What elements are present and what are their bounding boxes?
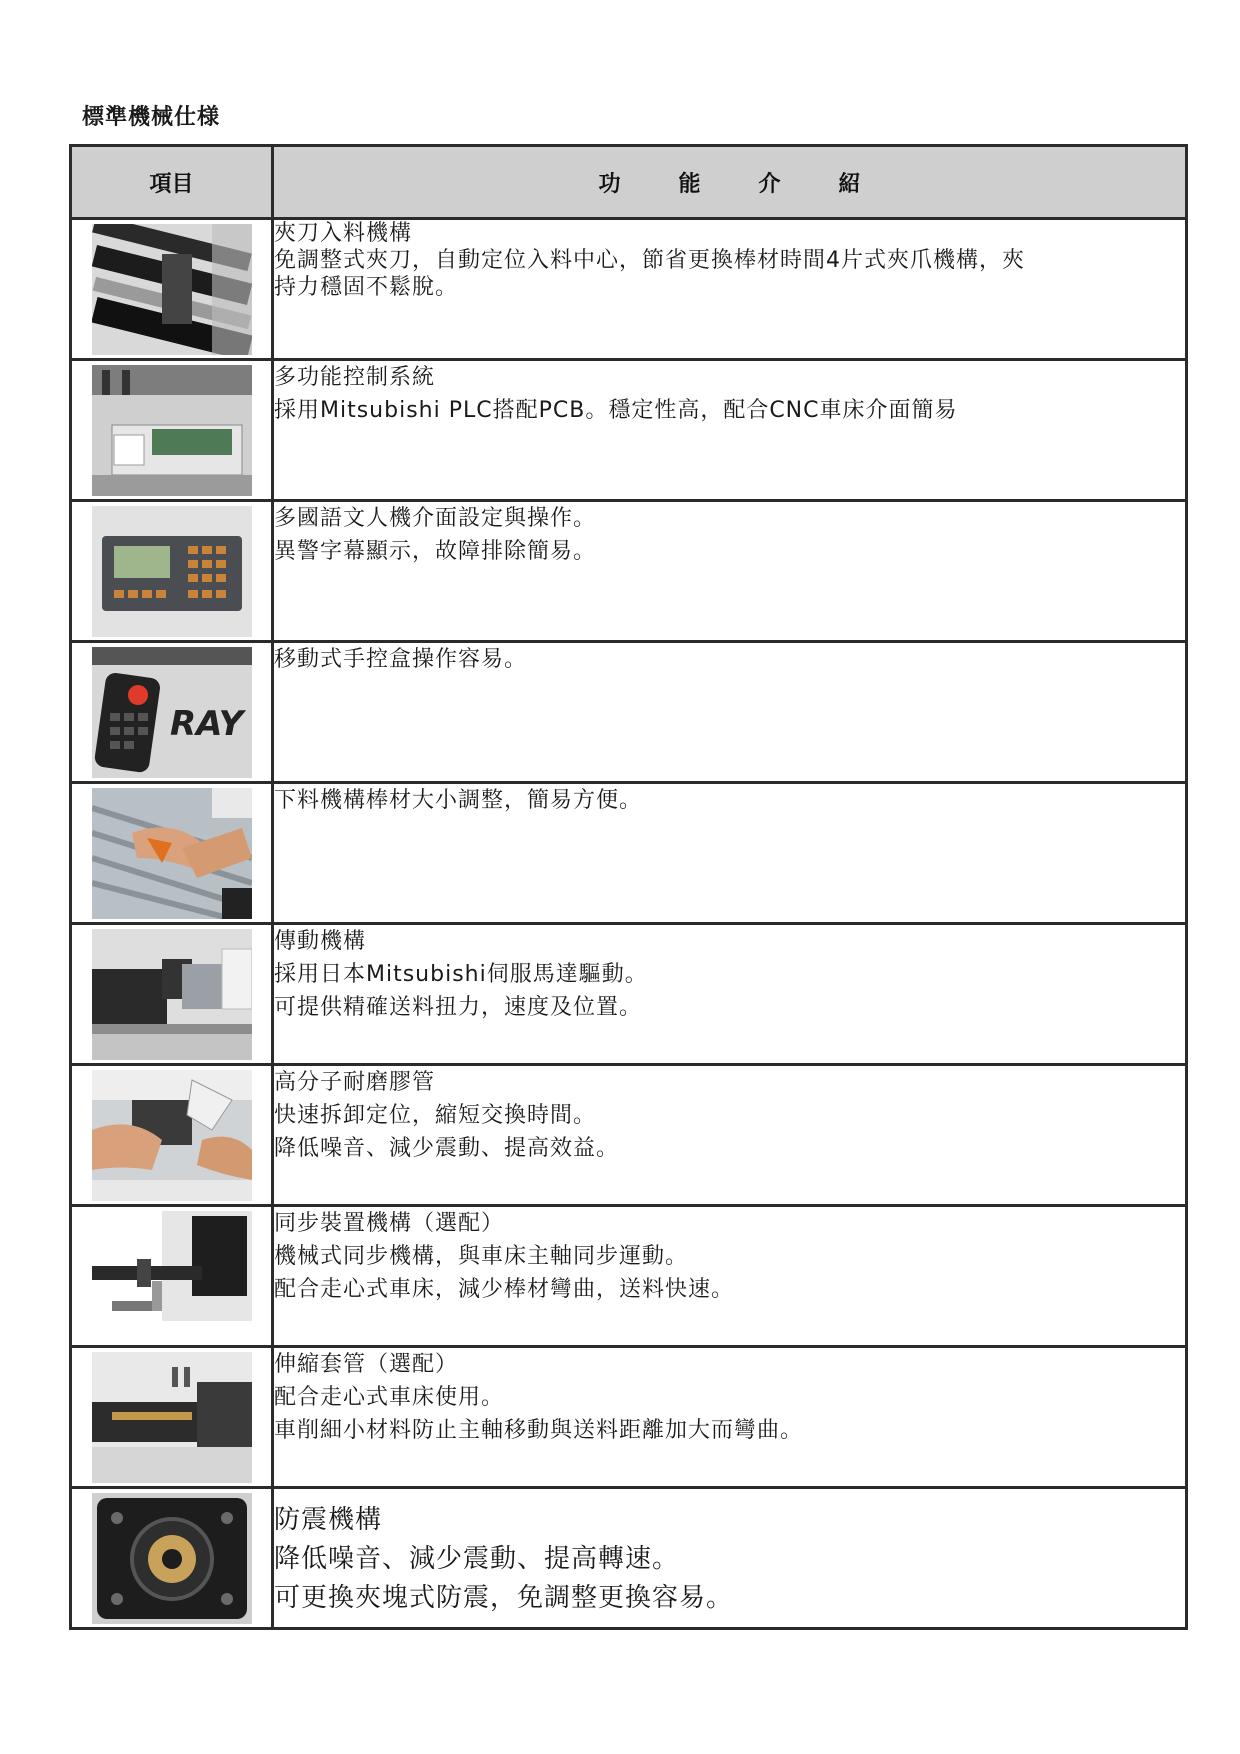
drive-mechanism-photo [92,929,252,1060]
table-row [71,1065,1187,1206]
row-4-line-1: 移動式手控盒操作容易。 [274,647,528,672]
row-10-line-1: 防震機構 [274,1505,383,1535]
bar-feeder-clamp-photo [92,224,252,355]
unloading-mechanism-photo [92,788,252,919]
sync-device-photo [92,1211,252,1342]
header-feature: 功能介紹 [273,146,1187,219]
row-9-line-3: 車削細小材料防止主軸移動與送料距離加大而彎曲。 [274,1418,804,1443]
row-7-line-3: 降低噪音、減少震動、提高效益。 [274,1136,620,1161]
row-5-line-1: 下料機構棒材大小調整，簡易方便。 [274,788,643,813]
row-8-line-2: 機械式同步機構，與車床主軸同步運動。 [274,1244,689,1269]
handheld-remote-photo [92,647,252,778]
row-8-line-1: 同步裝置機構（選配） [274,1211,505,1236]
row-3-line-1: 多國語文人機介面設定與操作。 [274,506,597,531]
row-6-line-3: 可提供精確送料扭力，速度及位置。 [274,995,643,1020]
polymer-tube-photo [92,1070,252,1201]
page-title: 標準機械仕様 [82,105,221,130]
table-header-row [71,146,1187,219]
row-7-line-1: 高分子耐磨膠管 [274,1070,436,1095]
row-1-line-3: 持力穩固不鬆脫。 [274,275,459,300]
row-9-line-2: 配合走心式車床使用。 [274,1385,505,1410]
row-10-line-2: 降低噪音、減少震動、提高轉速。 [274,1544,680,1574]
table-row [71,642,1187,783]
header-item: 項目 [71,146,273,219]
control-cabinet-photo [92,365,252,496]
hmi-panel-photo [92,506,252,637]
telescopic-tube-photo [92,1352,252,1483]
ray-logo-text: RAY [169,703,243,744]
table-row [71,1347,1187,1488]
table-row [71,1206,1187,1347]
row-6-line-2: 採用日本Mitsubishi伺服馬達驅動。 [274,962,648,987]
row-1-line-1: 夾刀入料機構 [274,221,413,246]
row-6-line-1: 傳動機構 [274,929,367,954]
spec-table [69,144,1188,1630]
row-7-line-2: 快速拆卸定位，縮短交換時間。 [274,1103,597,1128]
row-8-line-3: 配合走心式車床，減少棒材彎曲，送料快速。 [274,1277,735,1302]
anti-vibration-photo [92,1493,252,1624]
row-9-line-1: 伸縮套管（選配） [274,1352,459,1377]
row-10-line-3: 可更換夾塊式防震，免調整更換容易。 [274,1583,734,1613]
row-2-line-2: 採用Mitsubishi PLC搭配PCB。穩定性高，配合CNC車床介面簡易 [274,398,958,423]
table-row [71,219,1187,360]
table-row [71,1488,1187,1629]
table-row [71,924,1187,1065]
row-3-line-2: 異警字幕顯示，故障排除簡易。 [274,539,597,564]
table-row [71,501,1187,642]
row-2-line-1: 多功能控制系統 [274,365,436,390]
row-1-line-2: 免調整式夾刀，自動定位入料中心，節省更換棒材時間4片式夾爪機構，夾 [274,248,1025,273]
table-row [71,360,1187,501]
table-row [71,783,1187,924]
